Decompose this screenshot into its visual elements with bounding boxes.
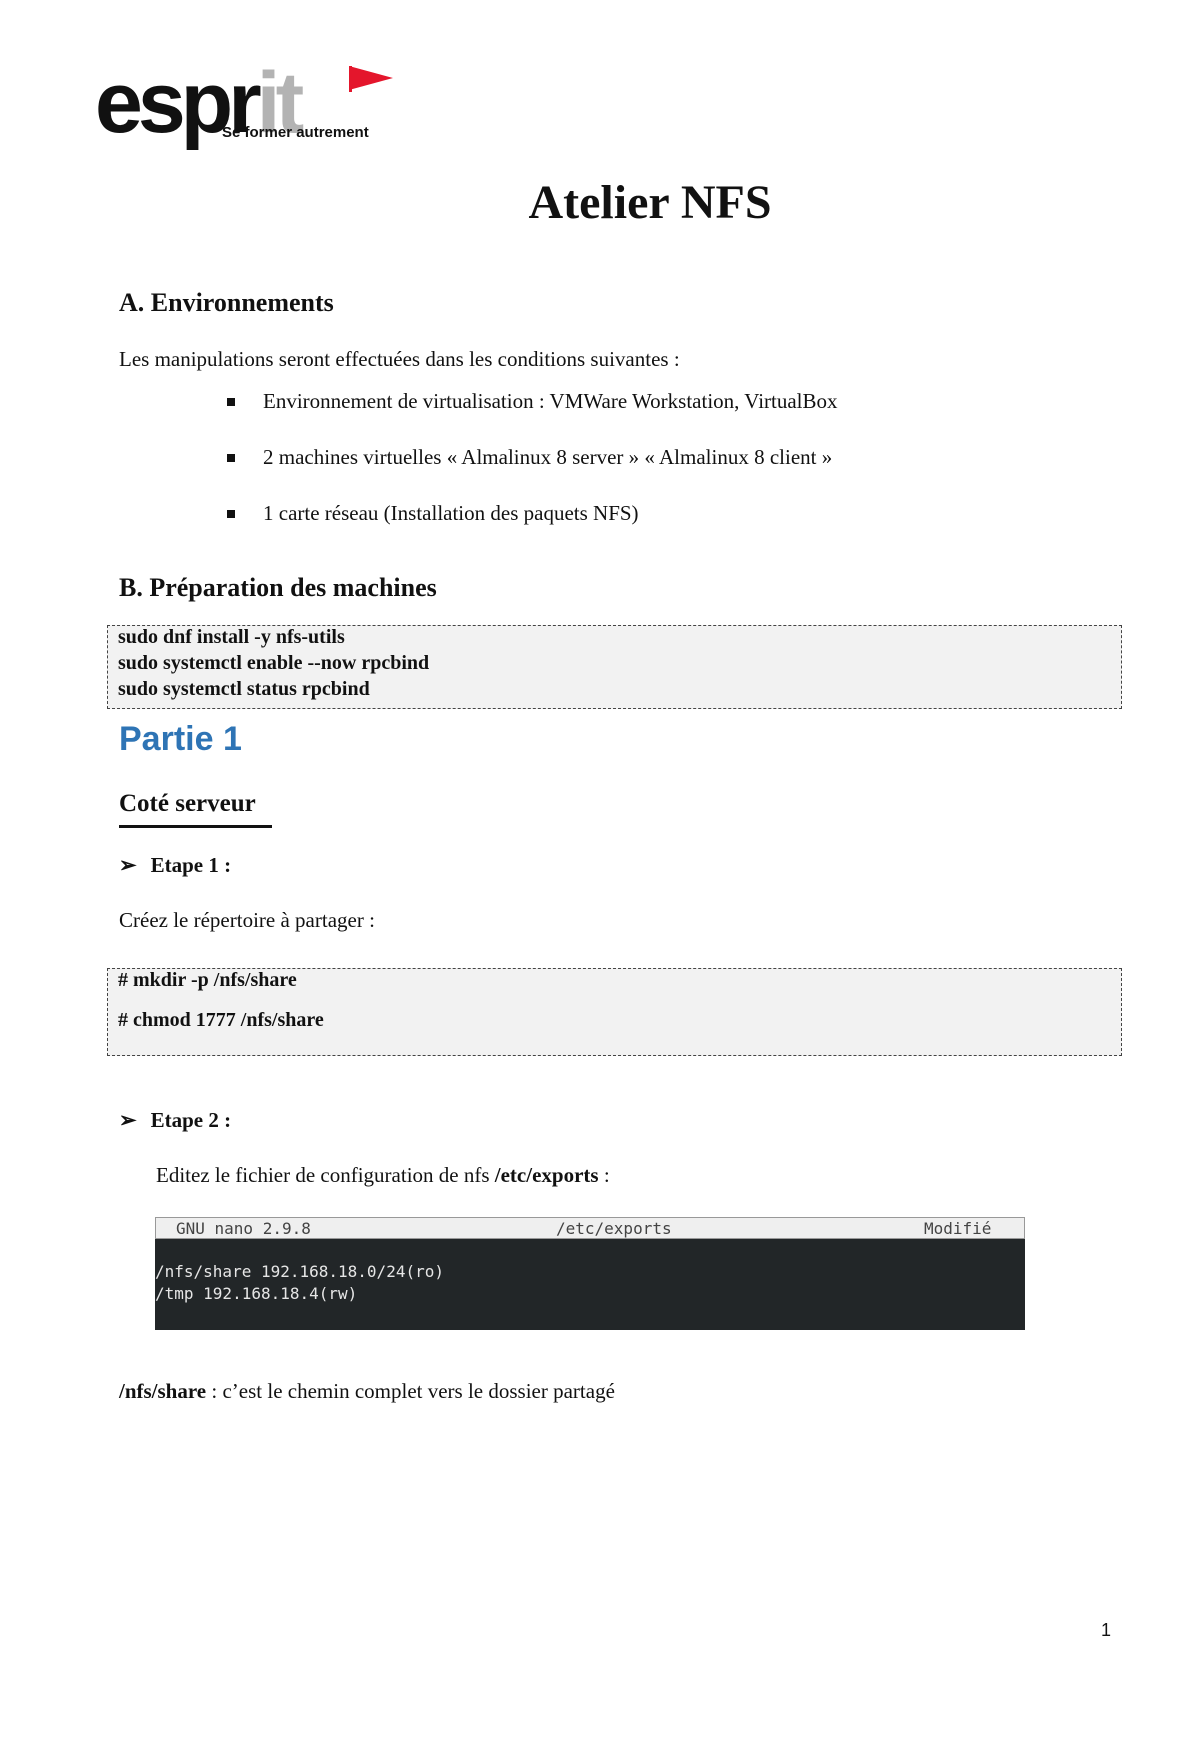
- etape-2-text: Editez le fichier de configuration de nfs /etc/exports :: [156, 1163, 610, 1187]
- page-title: Atelier NFS: [528, 176, 772, 229]
- list-item: 1 carte réseau (Installation des paquets NFS): [263, 501, 639, 526]
- etape-1-heading: ➢ Etape 1 :: [119, 853, 232, 877]
- code-line: sudo systemctl enable --now rpcbind: [118, 652, 430, 674]
- bullet-square-icon: [227, 398, 235, 406]
- code-line: sudo systemctl status rpcbind: [118, 678, 370, 700]
- etape-2-heading: ➢ Etape 2 :: [119, 1108, 232, 1132]
- code-line: # chmod 1777 /nfs/share: [118, 1009, 324, 1031]
- terminal-line: /tmp 192.168.18.4(rw): [155, 1284, 358, 1303]
- terminal-line: /nfs/share 192.168.18.0/24(ro): [155, 1262, 444, 1281]
- partie-heading: Partie 1: [119, 720, 242, 758]
- logo-wordmark: esprit: [95, 55, 300, 151]
- nano-status: Modifié: [924, 1219, 992, 1238]
- nano-file-name: /etc/exports: [556, 1219, 672, 1238]
- heading-underline: [119, 825, 272, 828]
- code-line: # mkdir -p /nfs/share: [118, 969, 297, 991]
- section-a-intro: Les manipulations seront effectuées dans les conditions suivantes :: [119, 347, 680, 371]
- logo-flag-icon: [349, 66, 393, 90]
- code-block: [107, 968, 1122, 1056]
- nano-title-bar: [155, 1217, 1025, 1239]
- etape-1-text: Créez le répertoire à partager :: [119, 908, 375, 932]
- arrow-bullet-icon: ➢: [119, 853, 137, 877]
- page-number: 1: [1101, 1620, 1112, 1640]
- cote-serveur-heading: Coté serveur: [119, 790, 256, 817]
- logo-tagline: Se former autrement: [222, 124, 369, 141]
- section-a-heading: A. Environnements: [119, 288, 334, 317]
- bullet-square-icon: [227, 454, 235, 462]
- share-path-note: /nfs/share : c’est le chemin complet vers le dossier partagé: [119, 1379, 615, 1403]
- code-block: [107, 625, 1122, 709]
- esprit-logo: [95, 55, 395, 151]
- list-item: 2 machines virtuelles « Almalinux 8 server » « Almalinux 8 client »: [263, 445, 832, 470]
- bullet-square-icon: [227, 510, 235, 518]
- nano-app-version: GNU nano 2.9.8: [176, 1219, 311, 1238]
- code-line: sudo dnf install -y nfs-utils: [118, 626, 345, 648]
- arrow-bullet-icon: ➢: [119, 1108, 137, 1132]
- section-b-heading: B. Préparation des machines: [119, 573, 437, 602]
- list-item: Environnement de virtualisation : VMWare Workstation, VirtualBox: [263, 389, 838, 414]
- nano-terminal-screenshot: [155, 1217, 1025, 1330]
